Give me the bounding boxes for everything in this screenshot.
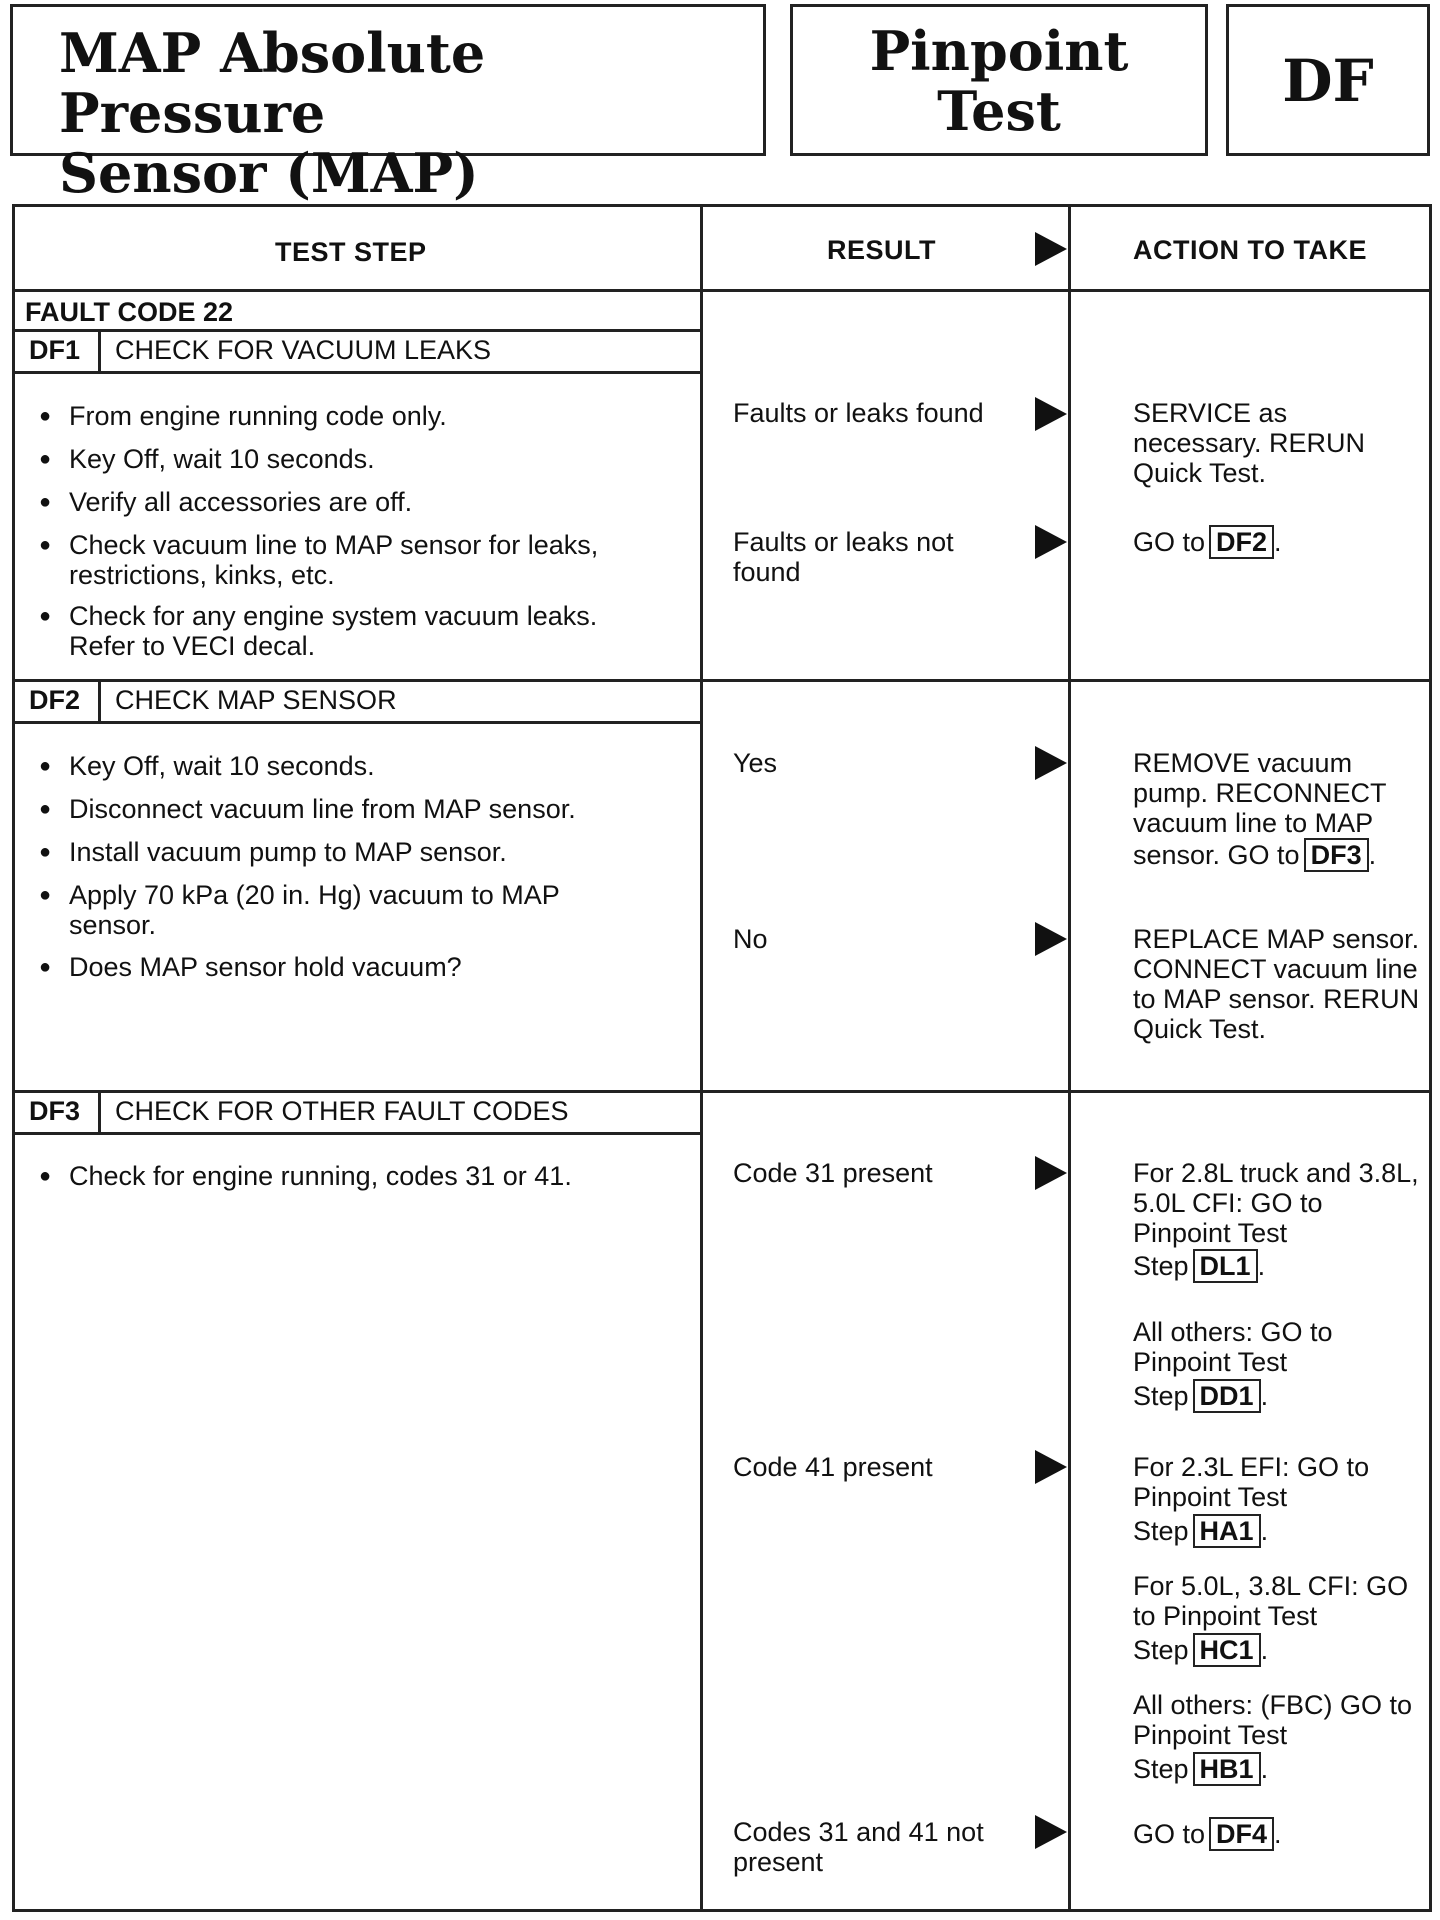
step-id-divider bbox=[98, 329, 101, 371]
action-text: GO to DF2 . bbox=[1133, 527, 1282, 557]
action-text: REPLACE MAP sensor. CONNECT vacuum line to MAP sensor. RERUN Quick Test. bbox=[1133, 924, 1420, 1044]
column-header-result: RESULT bbox=[827, 235, 936, 265]
header-arrow-icon bbox=[1035, 232, 1067, 266]
result-text: Codes 31 and 41 not present bbox=[733, 1817, 984, 1877]
section-divider bbox=[15, 1090, 1429, 1093]
action-text: All others: GO to Pinpoint Test bbox=[1133, 1317, 1333, 1377]
step-title-df1: CHECK FOR VACUUM LEAKS bbox=[115, 335, 492, 365]
header-divider bbox=[15, 289, 1429, 292]
step-ref-df3[interactable]: DF3 bbox=[1304, 838, 1369, 872]
column-divider-2 bbox=[1068, 207, 1071, 1909]
step-title-divider bbox=[15, 1132, 700, 1135]
step-ref-dd1[interactable]: DD1 bbox=[1193, 1379, 1261, 1413]
test-type: Pinpoint Test bbox=[869, 19, 1129, 143]
result-text: Code 41 present bbox=[733, 1452, 933, 1482]
action-text: All others: (FBC) GO to Pinpoint Test bbox=[1133, 1690, 1413, 1750]
action-text: For 2.8L truck and 3.8L, 5.0L CFI: GO to Pinpoint Test bbox=[1133, 1158, 1419, 1248]
pinpoint-table bbox=[12, 204, 1432, 1912]
title-box bbox=[10, 4, 766, 205]
result-arrow-icon bbox=[1035, 1156, 1067, 1190]
result-arrow-icon bbox=[1035, 1450, 1067, 1484]
step-title-df2: CHECK MAP SENSOR bbox=[115, 685, 397, 715]
bullet-item: ● Apply 70 kPa (20 in. Hg) vacuum to MAP sensor. bbox=[39, 880, 629, 940]
result-text: Yes bbox=[733, 748, 778, 778]
bullet-item: ● Check for any engine system vacuum leaks. Refer to VECI decal. bbox=[39, 601, 669, 661]
action-step: Step HB1 . bbox=[1133, 1754, 1269, 1784]
bullet-item: ● Key Off, wait 10 seconds. bbox=[39, 751, 689, 781]
step-ref-df4[interactable]: DF4 bbox=[1209, 1817, 1274, 1851]
bullet-item: ● Install vacuum pump to MAP sensor. bbox=[39, 837, 689, 867]
result-arrow-icon bbox=[1035, 525, 1067, 559]
result-arrow-icon bbox=[1035, 922, 1067, 956]
bullet-item: ● From engine running code only. bbox=[39, 401, 689, 431]
step-ref-hb1[interactable]: HB1 bbox=[1193, 1752, 1261, 1786]
step-title-divider bbox=[15, 371, 700, 374]
action-step: Step DL1 . bbox=[1133, 1251, 1266, 1281]
test-code: DF bbox=[1282, 47, 1374, 115]
step-id-df2: DF2 bbox=[29, 685, 81, 715]
step-ref-df2[interactable]: DF2 bbox=[1209, 525, 1274, 559]
result-text: Faults or leaks found bbox=[733, 398, 984, 428]
fault-code-label: FAULT CODE 22 bbox=[25, 297, 234, 327]
step-ref-hc1[interactable]: HC1 bbox=[1193, 1633, 1261, 1667]
step-title-divider bbox=[15, 721, 700, 724]
test-code-box bbox=[1226, 4, 1430, 156]
bullet-item: ● Disconnect vacuum line from MAP sensor. bbox=[39, 794, 689, 824]
step-id-df1: DF1 bbox=[29, 335, 81, 365]
action-step: Step HA1 . bbox=[1133, 1516, 1269, 1546]
test-type-box bbox=[790, 4, 1208, 156]
action-text: SERVICE as necessary. RERUN Quick Test. bbox=[1133, 398, 1366, 488]
action-text: For 5.0L, 3.8L CFI: GO to Pinpoint Test bbox=[1133, 1571, 1409, 1631]
result-text: Faults or leaks not found bbox=[733, 527, 954, 587]
action-text: REMOVE vacuum pump. RECONNECT vacuum line to MAP sensor. GO to DF3 . bbox=[1133, 748, 1387, 870]
section-divider bbox=[15, 679, 1429, 682]
action-step: Step HC1 . bbox=[1133, 1635, 1269, 1665]
step-ref-ha1[interactable]: HA1 bbox=[1193, 1514, 1261, 1548]
page-title: MAP Absolute Pressure Sensor (MAP) bbox=[59, 21, 486, 205]
result-text: No bbox=[733, 924, 768, 954]
result-arrow-icon bbox=[1035, 397, 1067, 431]
bullet-item: ● Does MAP sensor hold vacuum? bbox=[39, 952, 689, 982]
step-title-df3: CHECK FOR OTHER FAULT CODES bbox=[115, 1096, 569, 1126]
action-text: GO to DF4 . bbox=[1133, 1819, 1282, 1849]
bullet-item: ● Check for engine running, codes 31 or 41. bbox=[39, 1161, 709, 1191]
bullet-item: ● Verify all accessories are off. bbox=[39, 487, 689, 517]
step-id-df3: DF3 bbox=[29, 1096, 81, 1126]
bullet-item: ● Check vacuum line to MAP sensor for leaks, restrictions, kinks, etc. bbox=[39, 530, 669, 590]
bullet-item: ● Key Off, wait 10 seconds. bbox=[39, 444, 689, 474]
action-text: For 2.3L EFI: GO to Pinpoint Test bbox=[1133, 1452, 1370, 1512]
result-text: Code 31 present bbox=[733, 1158, 933, 1188]
fault-code-divider bbox=[15, 329, 700, 332]
step-id-divider bbox=[98, 679, 101, 721]
result-arrow-icon bbox=[1035, 746, 1067, 780]
column-header-action: ACTION TO TAKE bbox=[1133, 235, 1367, 265]
column-divider-1 bbox=[700, 207, 703, 1909]
step-id-divider bbox=[98, 1090, 101, 1132]
step-ref-dl1[interactable]: DL1 bbox=[1193, 1249, 1258, 1283]
action-step: Step DD1 . bbox=[1133, 1381, 1269, 1411]
result-arrow-icon bbox=[1035, 1815, 1067, 1849]
column-header-test-step: TEST STEP bbox=[275, 237, 427, 267]
